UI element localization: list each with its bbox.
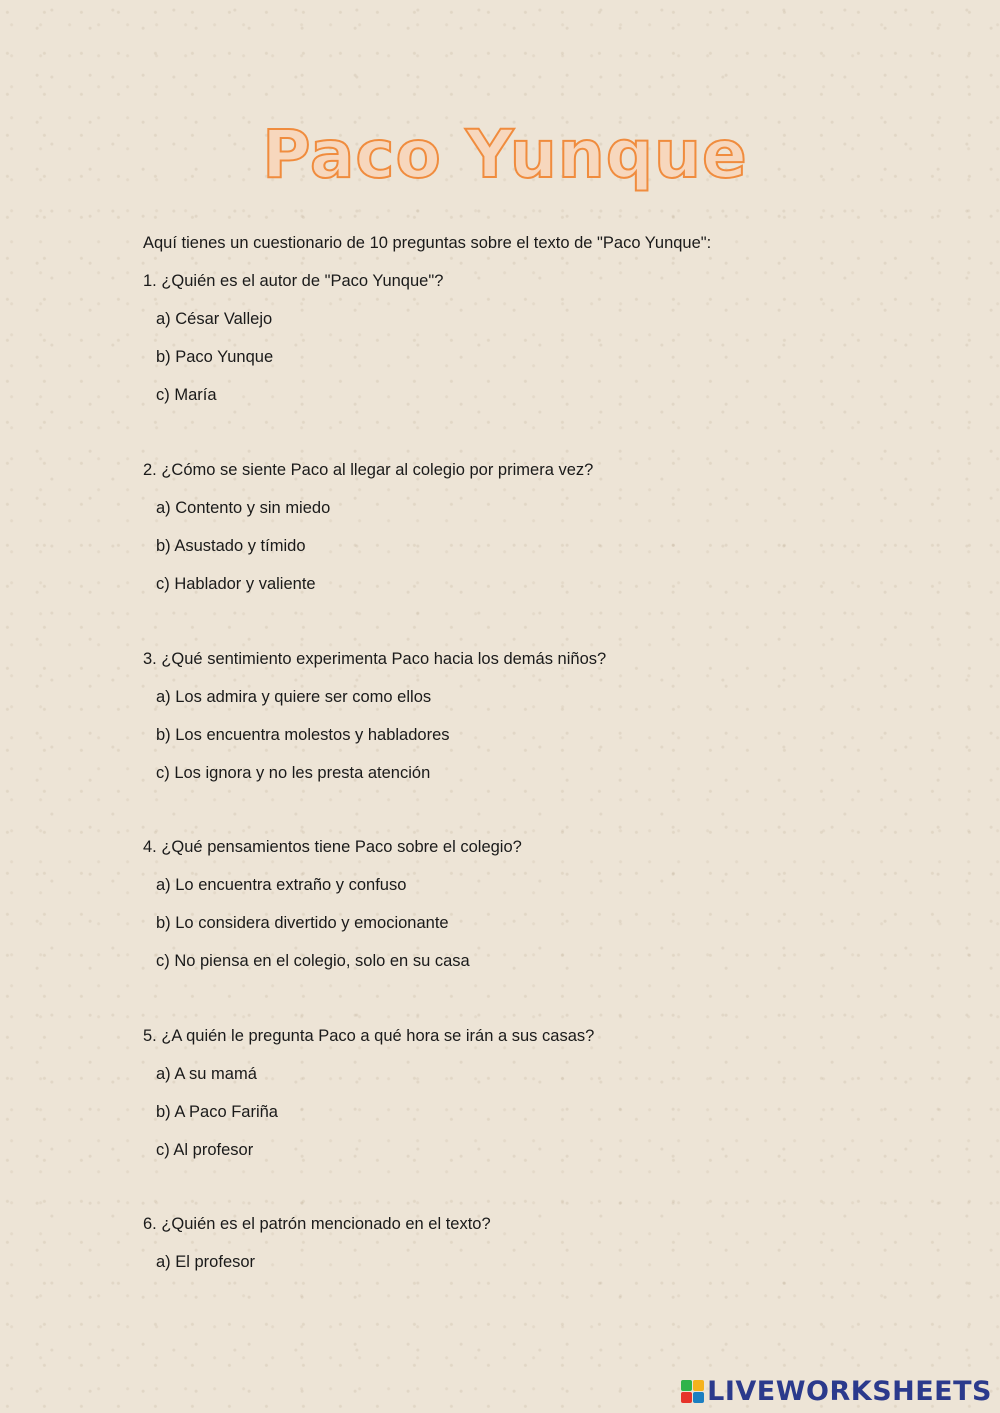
answer-option[interactable]: c) Hablador y valiente: [156, 575, 316, 593]
question-text: 4. ¿Qué pensamientos tiene Paco sobre el colegio?: [143, 838, 522, 856]
question-3: [143, 649, 843, 801]
logo-square-i: [693, 1380, 704, 1391]
question-5: [143, 1026, 843, 1178]
answer-option[interactable]: a) A su mamá: [156, 1065, 257, 1083]
worksheet-title: Paco Yunque: [262, 116, 748, 193]
answer-option[interactable]: a) César Vallejo: [156, 310, 273, 328]
question-text: 1. ¿Quién es el autor de "Paco Yunque"?: [143, 272, 444, 290]
answer-option[interactable]: b) A Paco Fariña: [156, 1103, 278, 1121]
logo-square-e: [693, 1392, 704, 1403]
question-text: 5. ¿A quién le pregunta Paco a qué hora se irán a sus casas?: [143, 1027, 595, 1045]
answer-option[interactable]: c) Al profesor: [156, 1141, 254, 1159]
question-1: [143, 271, 843, 423]
answer-option[interactable]: b) Lo considera divertido y emocionante: [156, 914, 449, 932]
answer-option[interactable]: b) Los encuentra molestos y habladores: [156, 726, 450, 744]
answer-option[interactable]: a) Contento y sin miedo: [156, 499, 331, 517]
question-4: [143, 837, 843, 989]
question-text: 3. ¿Qué sentimiento experimenta Paco hacia los demás niños?: [143, 650, 607, 668]
intro-text: Aquí tienes un cuestionario de 10 preguntas sobre el texto de "Paco Yunque":: [143, 234, 712, 252]
answer-option[interactable]: c) Los ignora y no les presta atención: [156, 764, 431, 782]
question-text: 6. ¿Quién es el patrón mencionado en el texto?: [143, 1215, 491, 1233]
liveworksheets-logo[interactable]: [681, 1378, 992, 1405]
answer-option[interactable]: a) Lo encuentra extraño y confuso: [156, 876, 407, 894]
answer-option[interactable]: c) No piensa en el colegio, solo en su casa: [156, 952, 470, 970]
question-6: [143, 1214, 843, 1290]
logo-square-v: [681, 1392, 692, 1403]
liveworksheets-logo-icon: [681, 1380, 704, 1403]
answer-option[interactable]: a) El profesor: [156, 1253, 256, 1271]
answer-option[interactable]: b) Paco Yunque: [156, 348, 274, 366]
answer-option[interactable]: c) María: [156, 386, 217, 404]
question-text: 2. ¿Cómo se siente Paco al llegar al colegio por primera vez?: [143, 461, 594, 479]
question-2: [143, 460, 843, 612]
answer-option[interactable]: a) Los admira y quiere ser como ellos: [156, 688, 432, 706]
brand-name: LIVEWORKSHEETS: [707, 1376, 992, 1407]
answer-option[interactable]: b) Asustado y tímido: [156, 537, 306, 555]
logo-square-l: [681, 1380, 692, 1391]
